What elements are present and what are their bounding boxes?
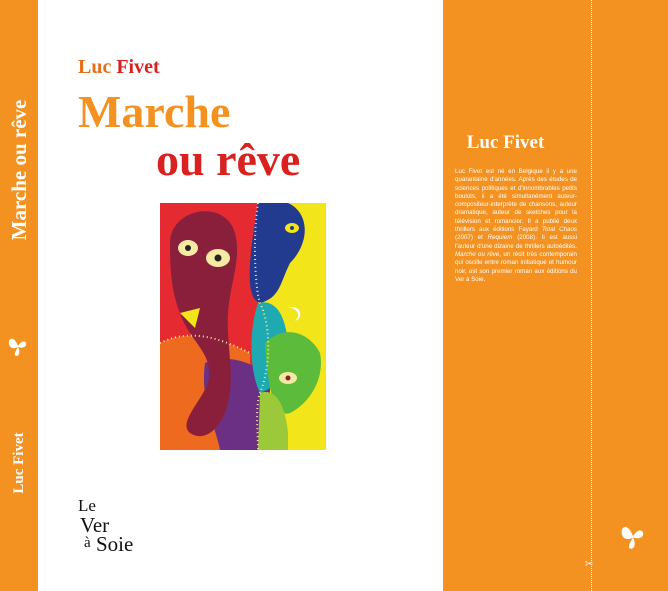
publisher-logo: [78, 496, 168, 558]
front-cover: [38, 0, 443, 591]
bio-part-1: Luc Fivet est né en Belgique il y a une quarantaine d'années. Après des études de sciences politiques et d'innombrables petits boulots, il a été simultanément auteur-compositeur-interprète de chansons, auteur dramatique, auteur de sketches pour la télévision et romancier. Il a publié deux thrillers aux éditions Fayard: [455, 168, 577, 234]
spine-author: Luc Fivet: [11, 432, 27, 494]
author-first-name: Luc: [78, 56, 112, 78]
butterfly-icon: [7, 333, 29, 357]
cover-author: [78, 56, 160, 79]
fold-line: [591, 0, 592, 591]
author-last-name: Fivet: [116, 56, 160, 78]
publisher-a: à: [84, 535, 91, 551]
bio-book-1: Total Chaos: [541, 226, 577, 234]
bio-book-2: Requiem: [487, 234, 513, 242]
title-line-2: ou rêve: [156, 134, 301, 185]
publisher-le: Le: [78, 496, 96, 515]
title-line-1: Marche: [78, 86, 231, 137]
publisher-ver: Ver: [80, 513, 110, 537]
book-spine: [0, 0, 38, 591]
bio-book-3: Marche ou rêve: [455, 250, 500, 258]
spine-title: Marche ou rêve: [7, 99, 31, 241]
bio-part-2: , un récit très contemporain qui oscille entre roman initiatique et humour noir, est son premier roman aux éditions du Ver à Soie.: [455, 250, 577, 283]
publisher-soie: Soie: [96, 532, 134, 556]
bio-year-2: (2008). Il est aussi l'auteur d'une dizaine de thrillers autoédités.: [455, 234, 577, 250]
bio-year-1: (2007) et: [455, 234, 483, 242]
scissors-icon: ✂: [585, 559, 594, 570]
back-author: Luc Fivet: [466, 132, 545, 153]
author-bio: [455, 168, 577, 284]
back-cover: [443, 0, 668, 591]
cover-illustration: [160, 203, 326, 450]
butterfly-icon: [619, 520, 647, 550]
